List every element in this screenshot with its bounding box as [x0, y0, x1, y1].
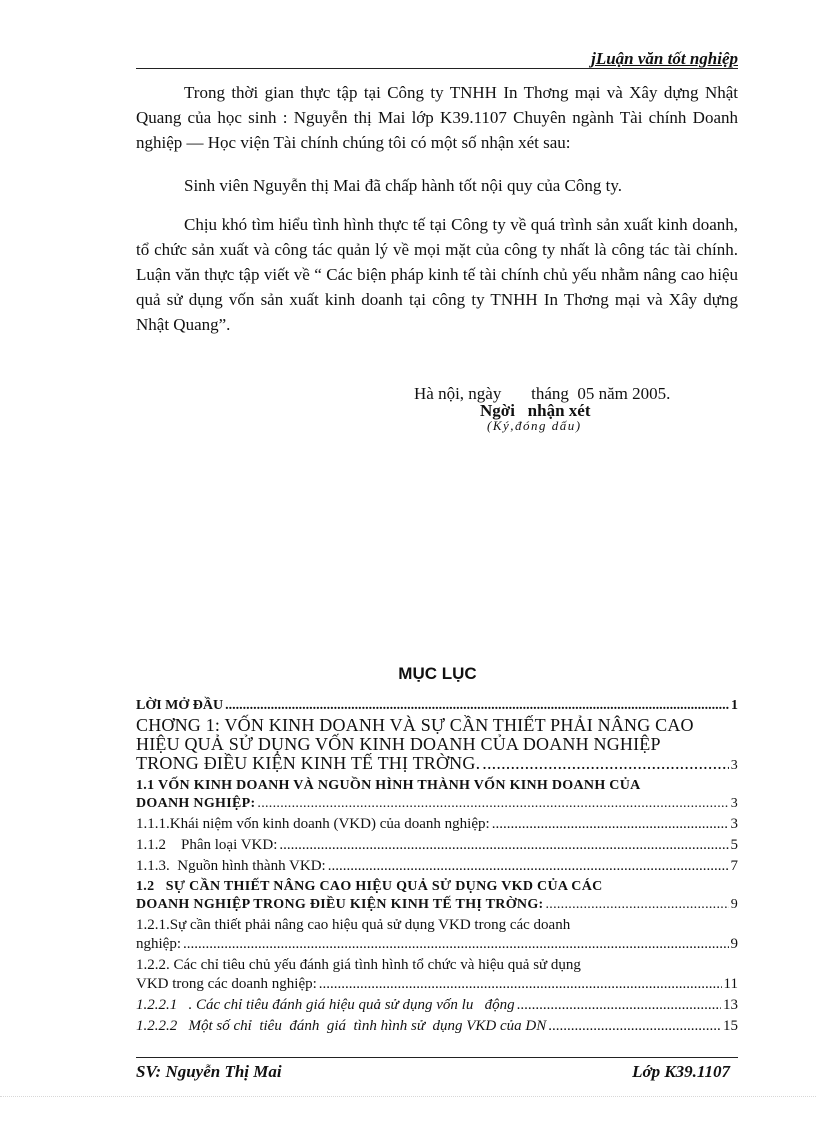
toc-entry-text-end: DOANH NGHIỆP TRONG ĐIỀU KIỆN KINH TẾ THỊ TRỜNG:: [136, 897, 544, 912]
toc-entry-1-2-1[interactable]: [136, 916, 738, 954]
signature-title: Ngời nhận xét: [480, 401, 591, 420]
toc-leader-dots: [517, 996, 721, 1015]
toc-entry-text-end: TRONG ĐIỀU KIỆN KINH TẾ THỊ TRỜNG.: [136, 753, 481, 773]
toc-leader-dots: [183, 935, 729, 954]
toc-leader-dots: [328, 857, 729, 876]
toc-leader-dots: [225, 698, 729, 714]
toc-entry-text: 1.1 VỐN KINH DOANH VÀ NGUỒN HÌNH THÀNH VỐN KINH DOANH CỦA: [136, 778, 641, 793]
toc-entry-1-1[interactable]: [136, 777, 738, 813]
footer-class-code: Lớp K39.1107: [632, 1062, 730, 1081]
footer-rule: [136, 1057, 738, 1058]
toc-entry-1-2-2-1[interactable]: [136, 996, 738, 1015]
toc-entry-1-1-3[interactable]: [136, 857, 738, 876]
toc-entry-1-2-2-2[interactable]: [136, 1017, 738, 1036]
header-title: jLuận văn tốt nghiệp: [591, 49, 738, 68]
toc-leader-dots: [319, 975, 722, 994]
toc-entry-text: 1.2.2.2 Một số chỉ tiêu đánh giá tình hình sử dụng VKD của DN: [136, 1018, 547, 1034]
toc-entry-chapter-1[interactable]: [136, 716, 738, 775]
toc-entry-text: 1.2.1.Sự cần thiết phải nâng cao hiệu quả sử dụng VKD trong các doanh: [136, 917, 571, 933]
toc-heading: MỤC LỤC: [398, 664, 477, 683]
toc-entry-text-end: nghiệp:: [136, 936, 181, 952]
toc-leader-dots: [545, 896, 728, 914]
toc-entry-text: 1.1.1.Khái niệm vốn kinh doanh (VKD) của doanh nghiệp:: [136, 816, 490, 832]
toc-page-number: 3: [730, 796, 738, 811]
header-rule: [136, 68, 738, 69]
toc-page-number: 3: [730, 816, 738, 832]
toc-entry-text: 1.1.2 Phân loại VKD:: [136, 837, 278, 853]
toc-entry-text-end: VKD trong các doanh nghiệp:: [136, 976, 317, 992]
toc-leader-dots: [482, 754, 729, 773]
signature-date: Hà nội, ngày tháng 05 năm 2005.: [414, 384, 671, 403]
toc-entry-1-1-2[interactable]: [136, 836, 738, 855]
toc-leader-dots: [492, 815, 729, 834]
paragraph-assessment: Chịu khó tìm hiểu tình hình thực tế tại Công ty về quá trình sản xuất kinh doanh, tổ chức sản xuất và công tác quản lý về mọi mặt của công ty nhất là công tác tài chính. Luận văn thực tập viết về “ Các biện pháp kinh tế tài chính chủ yếu nhằm nâng cao hiệu quả sử dụng vốn sản xuất kinh doanh tại công ty TNHH In Thơng mại và Xây dựng Nhật Quang”.: [136, 215, 738, 334]
toc-entry-text: 1.2.2. Các chỉ tiêu chủ yếu đánh giá tình hình tổ chức và hiệu quả sử dụng: [136, 957, 581, 973]
toc-entry-1-1-1[interactable]: [136, 815, 738, 834]
paragraph-discipline: Sinh viên Nguyễn thị Mai đã chấp hành tốt nội quy của Công ty.: [184, 176, 622, 195]
toc-page-number: 11: [723, 976, 738, 992]
toc-leader-dots: [279, 836, 728, 855]
toc-entry-1-2[interactable]: [136, 878, 738, 914]
toc-page-number: 13: [723, 997, 738, 1013]
footer-student-name: SV: Nguyễn Thị Mai: [136, 1062, 282, 1081]
toc-page-number: 3: [730, 758, 738, 773]
page-edge-divider: [0, 1096, 816, 1097]
table-of-contents: [136, 698, 738, 1038]
toc-page-number: 9: [730, 897, 738, 912]
toc-entry-text-end: DOANH NGHIỆP:: [136, 796, 256, 811]
toc-entry-text: CHƠNG 1: VỐN KINH DOANH VÀ SỰ CẦN THIẾT PHẢI NÂNG CAO HIỆU QUẢ SỬ DỤNG VỐN KINH DOANH CỦA DOANH NGHIỆP: [136, 715, 694, 754]
toc-entry-intro[interactable]: [136, 698, 738, 714]
toc-page-number: 7: [730, 858, 738, 874]
toc-page-number: 15: [723, 1018, 738, 1034]
toc-leader-dots: [257, 795, 728, 813]
toc-entry-text: 1.2.2.1 . Các chỉ tiêu đánh giá hiệu quả sử dụng vốn lu động: [136, 997, 515, 1013]
toc-entry-text: 1.1.3. Nguồn hình thành VKD:: [136, 858, 326, 874]
toc-entry-1-2-2[interactable]: [136, 956, 738, 994]
signature-note: (Ký,đóng dấu): [487, 418, 582, 433]
toc-leader-dots: [548, 1017, 721, 1036]
paragraph-intro: Trong thời gian thực tập tại Công ty TNHH In Thơng mại và Xây dựng Nhật Quang của học sinh : Nguyễn thị Mai lớp K39.1107 Chuyên ngành Tài chính Doanh nghiệp — Học viện Tài chính chúng tôi có một số nhận xét sau:: [136, 83, 738, 152]
toc-entry-text: LỜI MỞ ĐẦU: [136, 698, 224, 713]
toc-entry-text: 1.2 SỰ CẦN THIẾT NÂNG CAO HIỆU QUẢ SỬ DỤNG VKD CỦA CÁC: [136, 879, 603, 894]
toc-page-number: 1: [731, 698, 738, 713]
toc-page-number: 5: [730, 837, 738, 853]
toc-page-number: 9: [730, 936, 738, 952]
